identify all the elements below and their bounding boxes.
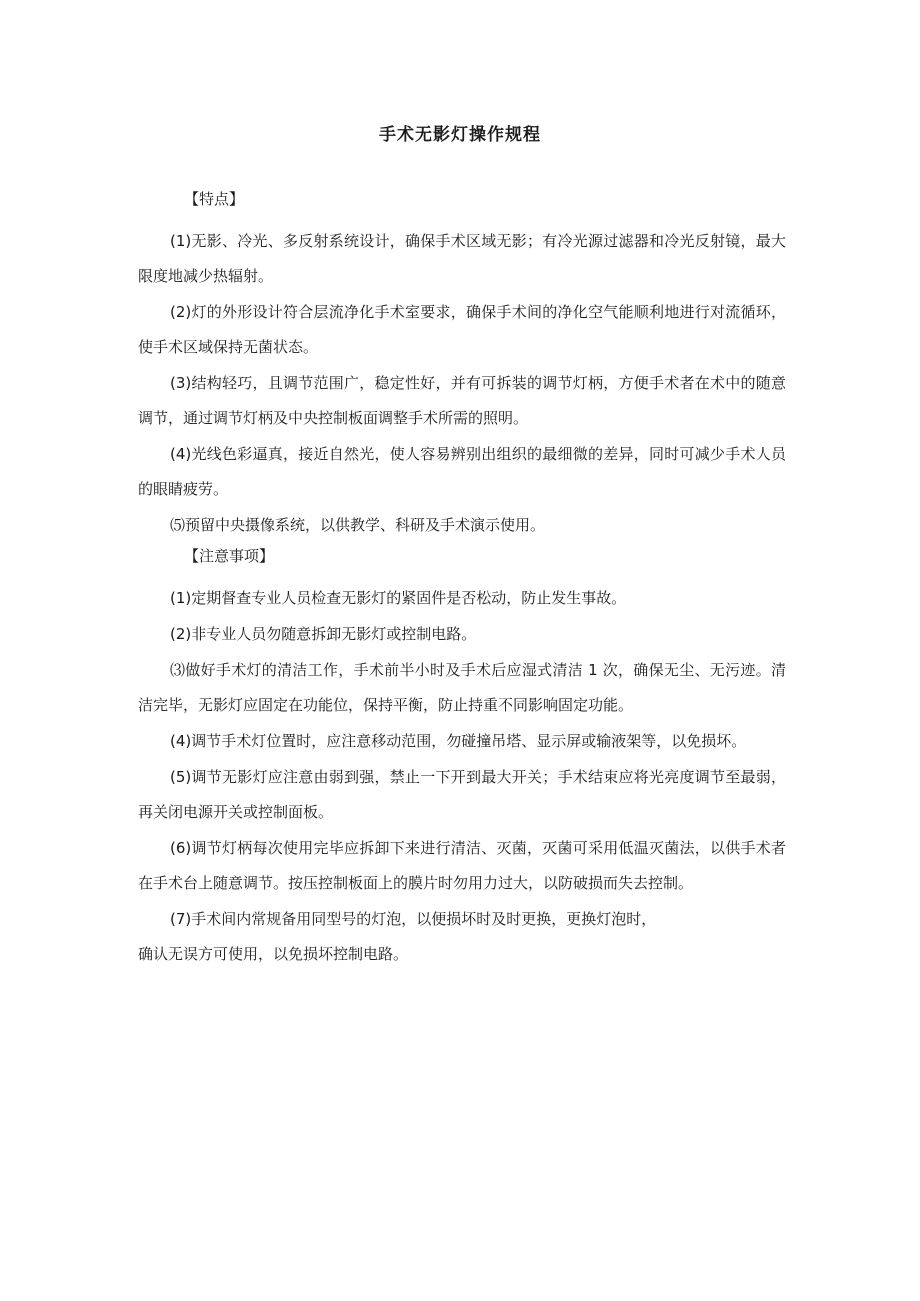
document-body: [138, 188, 786, 973]
precaution-item: (1)定期督查专业人员检查无影灯的紧固件是否松动，防止发生事故。: [170, 589, 627, 607]
precaution-item-last-line1: (7)手术间内常规备用同型号的灯泡，以便损坏时及时更换，更换灯泡时，: [170, 910, 657, 928]
precaution-item: (5)调节无影灯应注意由弱到强，禁止一下开到最大开关；手术结束应将光亮度调节至最弱，再关闭电源开关或控制面板。: [138, 768, 786, 821]
precaution-item: (4)调节手术灯位置时，应注意移动范围，勿碰撞吊塔、显示屏或输液架等，以免损坏。: [170, 732, 747, 750]
feature-item: (4)光线色彩逼真，接近自然光，使人容易辨别出组织的最细微的差异，同时可减少手术人员的眼睛疲劳。: [138, 445, 786, 498]
document-title: 手术无影灯操作规程: [379, 125, 541, 145]
precaution-item: ⑶做好手术灯的清洁工作，手术前半小时及手术后应湿式清洁 1 次，确保无尘、无污迹。清洁完毕，无影灯应固定在功能位，保持平衡，防止持重不同影响固定功能。: [138, 661, 786, 714]
precaution-item-last-line2: 确认无误方可使用，以免损坏控制电路。: [138, 945, 409, 963]
section-heading-precautions: 【注意事项】: [184, 547, 275, 565]
feature-item: (1)无影、冷光、多反射系统设计，确保手术区域无影；有冷光源过滤器和冷光反射镜，最大限度地减少热辐射。: [138, 232, 786, 285]
precaution-item: (2)非专业人员勿随意拆卸无影灯或控制电路。: [170, 625, 477, 643]
feature-item: ⑸预留中央摄像系统，以供教学、科研及手术演示使用。: [170, 516, 546, 534]
precaution-item: (6)调节灯柄每次使用完毕应拆卸下来进行清洁、灭菌，灭菌可采用低温灭菌法，以供手术者在手术台上随意调节。按压控制板面上的膜片时勿用力过大，以防破损而失去控制。: [138, 839, 786, 892]
feature-item: (2)灯的外形设计符合层流净化手术室要求，确保手术间的净化空气能顺利地进行对流循环，使手术区域保持无菌状态。: [138, 303, 786, 356]
section-heading-features: 【特点】: [184, 190, 245, 208]
feature-item: (3)结构轻巧，且调节范围广，稳定性好，并有可拆装的调节灯柄，方便手术者在术中的随意调节，通过调节灯柄及中央控制板面调整手术所需的照明。: [138, 374, 786, 427]
